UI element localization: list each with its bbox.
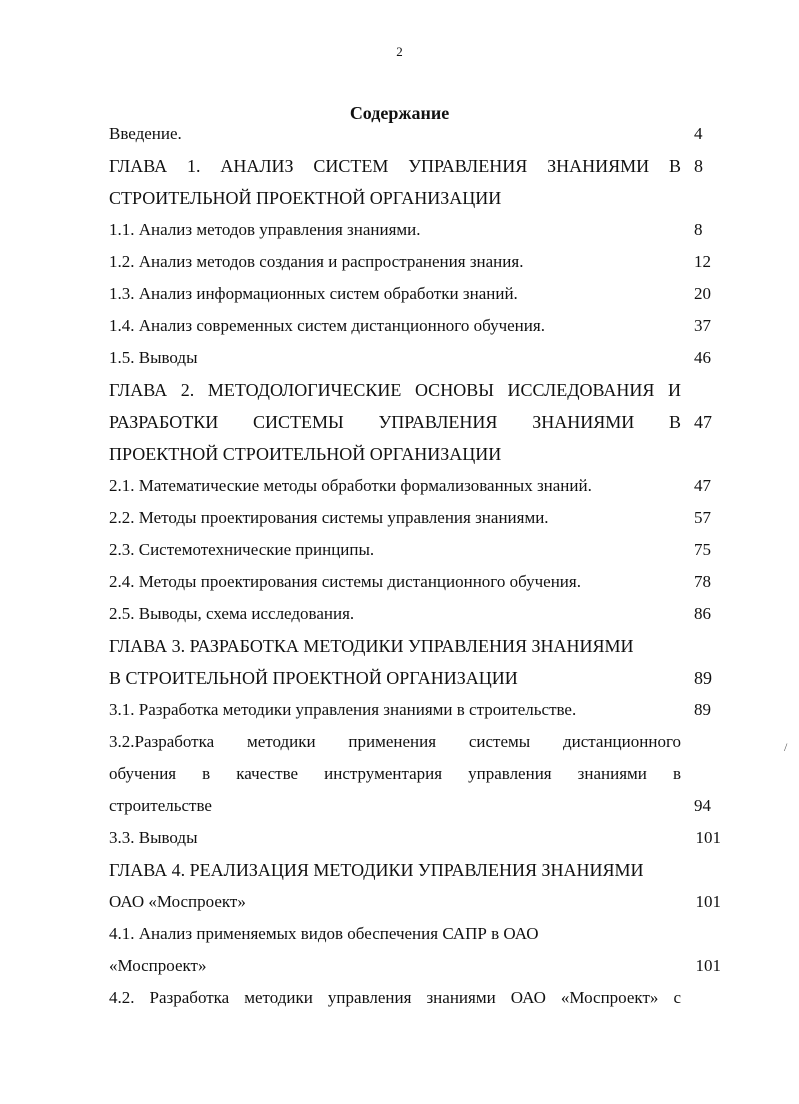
toc-page-3-1: 89: [694, 700, 711, 719]
toc-entry-2-4: 2.4. Методы проектирования системы дистанционного обучения.: [109, 572, 581, 591]
toc-entry-4-2-line-1: 4.2. Разработка методики управления знаниями ОАО «Моспроект» с: [109, 988, 681, 1007]
toc-page-2-3: 75: [694, 540, 711, 559]
margin-mark: /: [784, 740, 788, 754]
toc-chapter-4-line-1: ГЛАВА 4. РЕАЛИЗАЦИЯ МЕТОДИКИ УПРАВЛЕНИЯ ЗНАНИЯМИ: [109, 860, 644, 880]
toc-entry-1-1: 1.1. Анализ методов управления знаниями.: [109, 220, 421, 239]
toc-page-chapter-4: 101: [695, 892, 721, 911]
toc-page-2-5: 86: [694, 604, 711, 623]
toc-entry-3-3: 3.3. Выводы: [109, 828, 198, 847]
toc-entry-3-1: 3.1. Разработка методики управления знаниями в строительстве.: [109, 700, 577, 719]
toc-page-chapter-3: 89: [694, 668, 712, 688]
toc-chapter-2-line-2: РАЗРАБОТКИ СИСТЕМЫ УПРАВЛЕНИЯ ЗНАНИЯМИ В: [109, 412, 681, 432]
toc-entry-2-2: 2.2. Методы проектирования системы управления знаниями.: [109, 508, 549, 527]
toc-page-1-5: 46: [694, 348, 711, 367]
toc-page-1-4: 37: [694, 316, 711, 335]
toc-page-intro: 4: [694, 124, 703, 143]
toc-page-2-2: 57: [694, 508, 711, 527]
toc-page-3-3: 101: [695, 828, 721, 847]
toc-chapter-3-line-2: В СТРОИТЕЛЬНОЙ ПРОЕКТНОЙ ОРГАНИЗАЦИИ: [109, 668, 518, 688]
toc-page-2-1: 47: [694, 476, 711, 495]
toc-chapter-1-line-1: ГЛАВА 1. АНАЛИЗ СИСТЕМ УПРАВЛЕНИЯ ЗНАНИЯМИ В: [109, 156, 681, 176]
toc-entry-1-2: 1.2. Анализ методов создания и распространения знания.: [109, 252, 524, 271]
toc-page-4-1: 101: [695, 956, 721, 975]
toc-page-2-4: 78: [694, 572, 711, 591]
toc-chapter-2-line-1: ГЛАВА 2. МЕТОДОЛОГИЧЕСКИЕ ОСНОВЫ ИССЛЕДОВАНИЯ И: [109, 380, 681, 400]
toc-entry-4-1-line-2: «Моспроект»: [109, 956, 207, 975]
toc-entry-3-2-line-2: обучения в качестве инструментария управления знаниями в: [109, 764, 681, 783]
toc-page-1-3: 20: [694, 284, 711, 303]
toc-entry-3-2-line-3: строительстве: [109, 796, 212, 815]
toc-entry-2-1: 2.1. Математические методы обработки формализованных знаний.: [109, 476, 592, 495]
toc-entry-intro: Введение.: [109, 124, 182, 143]
toc-entry-2-3: 2.3. Системотехнические принципы.: [109, 540, 375, 559]
toc-entry-4-1-line-1: 4.1. Анализ применяемых видов обеспечения САПР в ОАО: [109, 924, 539, 943]
toc-entry-1-5: 1.5. Выводы: [109, 348, 198, 367]
toc-chapter-1-line-2: СТРОИТЕЛЬНОЙ ПРОЕКТНОЙ ОРГАНИЗАЦИИ: [109, 188, 502, 208]
toc-page-chapter-1: 8: [694, 156, 703, 176]
toc-page-1-1: 8: [694, 220, 703, 239]
toc-entry-2-5: 2.5. Выводы, схема исследования.: [109, 604, 355, 623]
toc-entry-1-3: 1.3. Анализ информационных систем обработки знаний.: [109, 284, 518, 303]
toc-entry-1-4: 1.4. Анализ современных систем дистанционного обучения.: [109, 316, 545, 335]
toc-title: Содержание: [349, 103, 450, 123]
toc-chapter-3-line-1: ГЛАВА 3. РАЗРАБОТКА МЕТОДИКИ УПРАВЛЕНИЯ ЗНАНИЯМИ: [109, 636, 634, 656]
toc-page-3-2: 94: [694, 796, 711, 815]
page-number: 2: [396, 44, 403, 59]
toc-entry-3-2-line-1: 3.2.Разработка методики применения системы дистанционного: [109, 732, 681, 751]
toc-page-chapter-2: 47: [694, 412, 712, 432]
toc-page-1-2: 12: [694, 252, 711, 271]
toc-chapter-2-line-3: ПРОЕКТНОЙ СТРОИТЕЛЬНОЙ ОРГАНИЗАЦИИ: [109, 444, 502, 464]
toc-chapter-4-line-2: ОАО «Моспроект»: [109, 892, 246, 911]
